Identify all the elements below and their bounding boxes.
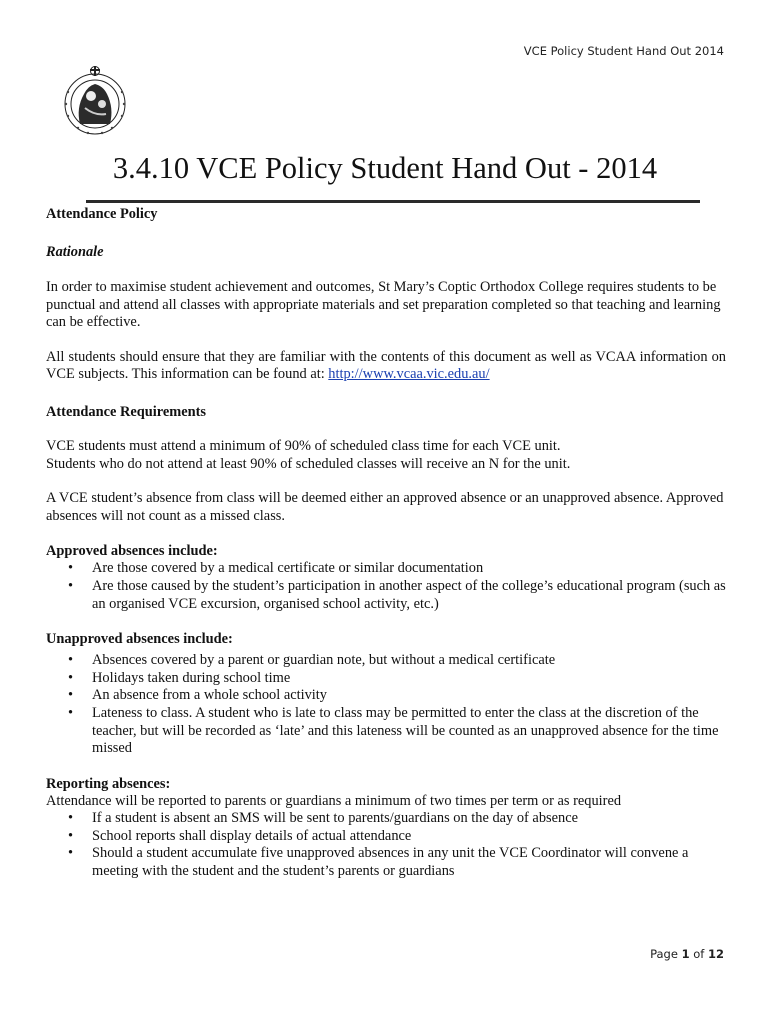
- rationale-paragraph: In order to maximise student achievement and outcomes, St Mary’s Coptic Orthodox College requires students to be punctual and attend all classes with appropriate materials and set preparation completed so that teaching and learning can be effective.: [46, 279, 721, 331]
- list-item: • Lateness to class. A student who is late to class may be permitted to enter the class at the discretion of the teacher, but will be recorded as ‘late’ and this lateness will be counted as an unapproved absence for the time missed: [92, 705, 726, 758]
- approved-absences-heading: Approved absences include:: [46, 543, 218, 560]
- document-body: [46, 203, 726, 881]
- familiarity-text: All students should ensure that they are familiar with the contents of this document as well as VCAA information on VCE subjects. This information can be found at:: [46, 348, 726, 383]
- college-crest-logo: [58, 64, 132, 138]
- rationale-heading: Rationale: [46, 244, 104, 260]
- page-label: Page: [650, 947, 678, 961]
- attendance-requirements-heading: Attendance Requirements: [46, 403, 207, 420]
- page-current: 1: [681, 947, 690, 961]
- unapproved-absences-list: [46, 652, 726, 758]
- page-number: [650, 947, 724, 961]
- reporting-intro: Attendance will be reported to parents or guardians a minimum of two times per term or as required: [46, 792, 622, 809]
- list-item: • School reports shall display details of actual attendance: [92, 828, 726, 846]
- attendance-policy-heading: Attendance Policy: [46, 206, 158, 222]
- reporting-list: [46, 810, 726, 880]
- requirement-line-1: VCE students must attend a minimum of 90% of scheduled class time for each VCE unit.: [46, 437, 561, 454]
- vcaa-link[interactable]: http://www.vcaa.vic.edu.au/: [328, 366, 490, 383]
- absence-paragraph: A VCE student’s absence from class will be deemed either an approved absence or an unapproved absence. Approved absences will not count as a missed class.: [46, 490, 724, 524]
- list-item: • An absence from a whole school activity: [92, 687, 726, 705]
- page-total: 12: [707, 947, 724, 961]
- reporting-absences-heading: Reporting absences:: [46, 775, 171, 792]
- running-header: VCE Policy Student Hand Out 2014: [523, 44, 724, 58]
- page-of: of: [693, 947, 705, 961]
- list-item: • If a student is absent an SMS will be sent to parents/guardians on the day of absence: [92, 810, 726, 828]
- list-item: • Are those covered by a medical certificate or similar documentation: [92, 560, 726, 578]
- list-item: • Absences covered by a parent or guardian note, but without a medical certificate: [92, 652, 726, 670]
- familiarity-paragraph: [46, 349, 726, 384]
- list-item: • Holidays taken during school time: [92, 670, 726, 688]
- list-item: • Are those caused by the student’s participation in another aspect of the college’s educational program (such as an organised VCE excursion, organised school activity, etc.): [92, 578, 726, 613]
- list-item: • Should a student accumulate five unapproved absences in any unit the VCE Coordinator will convene a meeting with the student and the student’s parents or guardians: [92, 845, 726, 880]
- approved-absences-list: [46, 560, 726, 613]
- unapproved-absences-heading: Unapproved absences include:: [46, 631, 233, 648]
- requirement-line-2: Students who do not attend at least 90% of scheduled classes will receive an N for the unit.: [46, 455, 571, 472]
- page-title: 3.4.10 VCE Policy Student Hand Out - 2014: [112, 151, 658, 185]
